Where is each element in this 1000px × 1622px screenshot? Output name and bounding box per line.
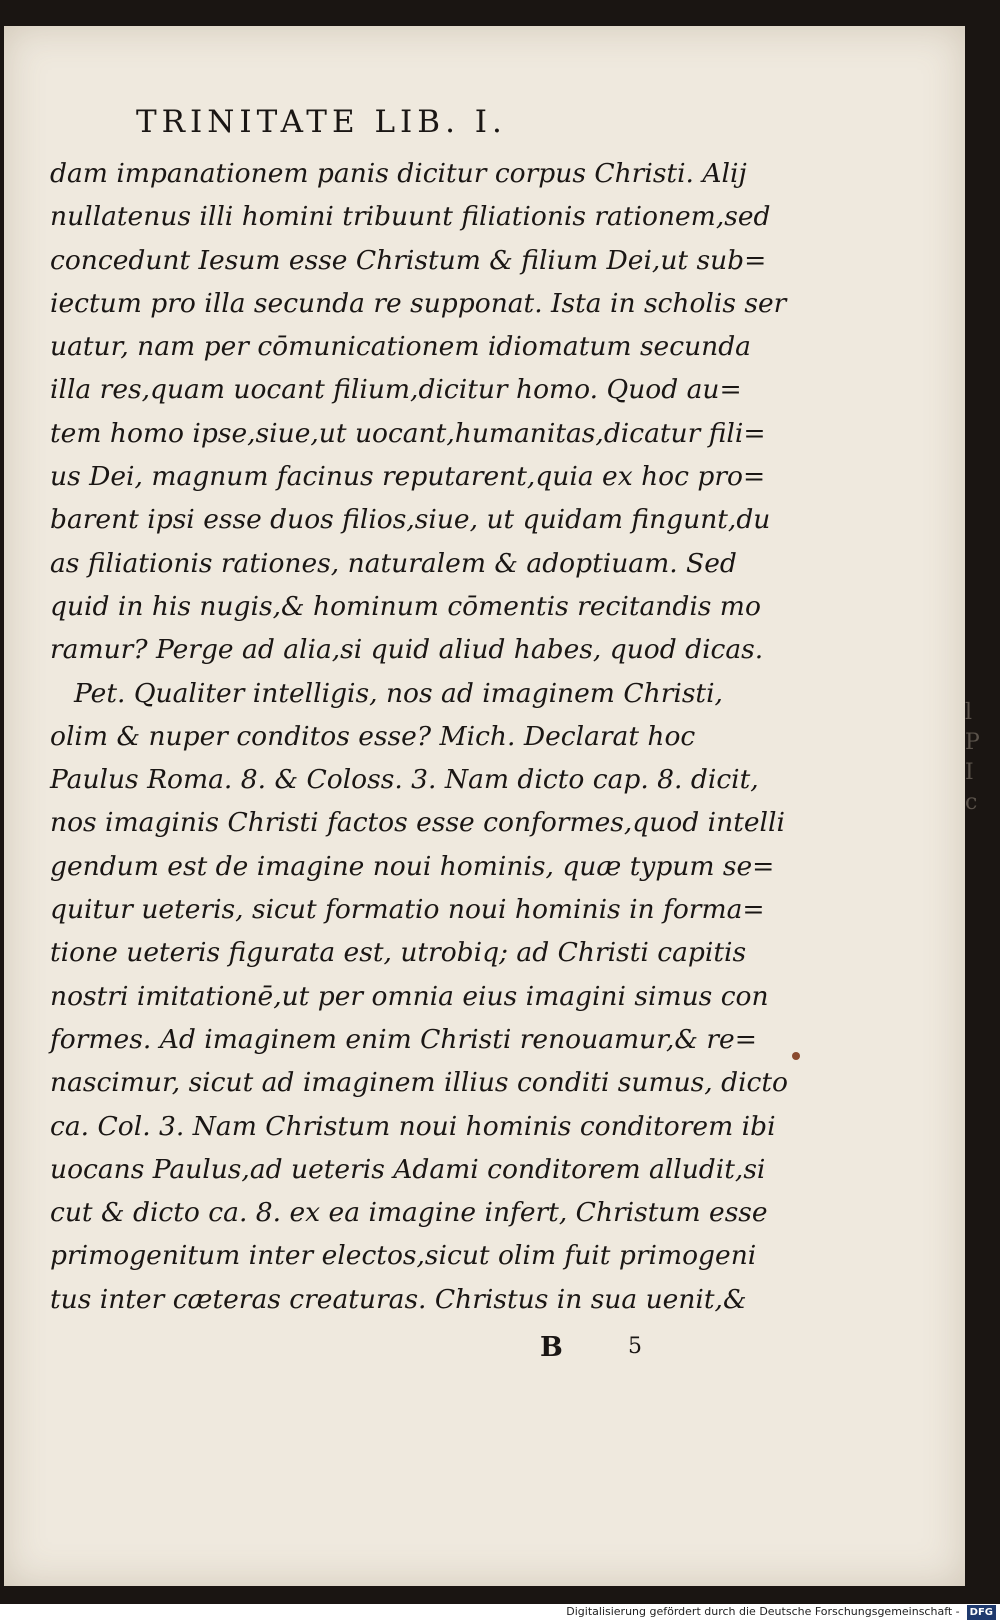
text-line: as filiationis rationes, naturalem & adoptiuam. Sed (50, 547, 737, 579)
text-line: Pet. Qualiter intelligis, nos ad imaginem Christi, (74, 677, 723, 709)
text-line: olim & nuper conditos esse? Mich. Declarat hoc (50, 720, 696, 752)
adjacent-page-edge (965, 700, 1000, 820)
text-line: nos imaginis Christi factos esse conformes,quod intelli (50, 807, 785, 839)
body-text (50, 152, 789, 1321)
paper-stain (792, 1052, 800, 1060)
text-line: illa res,quam uocant filium,dicitur homo. Quod au= (50, 374, 742, 406)
running-header: TRINITATE LIB. I. (136, 104, 507, 140)
text-line: tione ueteris figurata est, utrobiq; ad Christi capitis (50, 937, 747, 969)
text-line: quitur ueteris, sicut formatio noui hominis in forma= (50, 894, 765, 926)
text-line: barent ipsi esse duos filios,siue, ut quidam fingunt,du (50, 504, 771, 536)
text-line: ramur? Perge ad alia,si quid aliud habes, quod dicas. (50, 634, 764, 666)
footer-credit: Digitalisierung gefördert durch die Deutsche Forschungsgemeinschaft - (566, 1605, 960, 1618)
edge-glyph: I (965, 760, 974, 785)
text-line: cut & dicto ca. 8. ex ea imagine infert, Christum esse (50, 1197, 768, 1229)
edge-glyph: l (965, 700, 973, 725)
text-line: concedunt Iesum esse Christum & filium Dei,ut sub= (50, 244, 767, 276)
text-line: primogenitum inter electos,sicut olim fuit primogeni (50, 1240, 757, 1272)
signature-mark: B (540, 1332, 563, 1363)
text-line: formes. Ad imaginem enim Christi renouamur,& re= (50, 1023, 757, 1055)
text-line: Paulus Roma. 8. & Coloss. 3. Nam dicto cap. 8. dicit, (50, 764, 759, 796)
edge-glyph: c (965, 790, 978, 815)
text-line: uocans Paulus,ad ueteris Adami conditorem alludit,si (50, 1153, 766, 1185)
text-line: us Dei, magnum facinus reputarent,quia ex hoc pro= (50, 461, 766, 493)
text-line: nostri imitationē,ut per omnia eius imagini simus con (50, 980, 769, 1012)
page-number: 5 (628, 1334, 642, 1359)
text-line: tem homo ipse,siue,ut uocant,humanitas,dicatur fili= (50, 417, 766, 449)
text-line: gendum est de imagine noui hominis, quæ typum se= (50, 850, 775, 882)
edge-glyph: P (965, 730, 980, 755)
text-line: uatur, nam per cōmunicationem idiomatum secunda (50, 331, 751, 363)
text-line: dam impanationem panis dicitur corpus Christi. Alij (50, 158, 747, 189)
dfg-logo: DFG (967, 1605, 996, 1620)
text-line: nullatenus illi homini tribuunt filiationis rationem,sed (50, 201, 771, 233)
text-line: iectum pro illa secunda re supponat. Ista in scholis ser (50, 287, 787, 319)
text-line: nascimur, sicut ad imaginem illius conditi sumus, dicto (50, 1067, 789, 1099)
text-line: tus inter cæteras creaturas. Christus in sua uenit,& (50, 1283, 747, 1315)
text-line: quid in his nugis,& hominum cōmentis recitandis mo (50, 590, 761, 622)
footer-bar (0, 1604, 1000, 1622)
text-line: ca. Col. 3. Nam Christum noui hominis conditorem ibi (50, 1110, 776, 1142)
